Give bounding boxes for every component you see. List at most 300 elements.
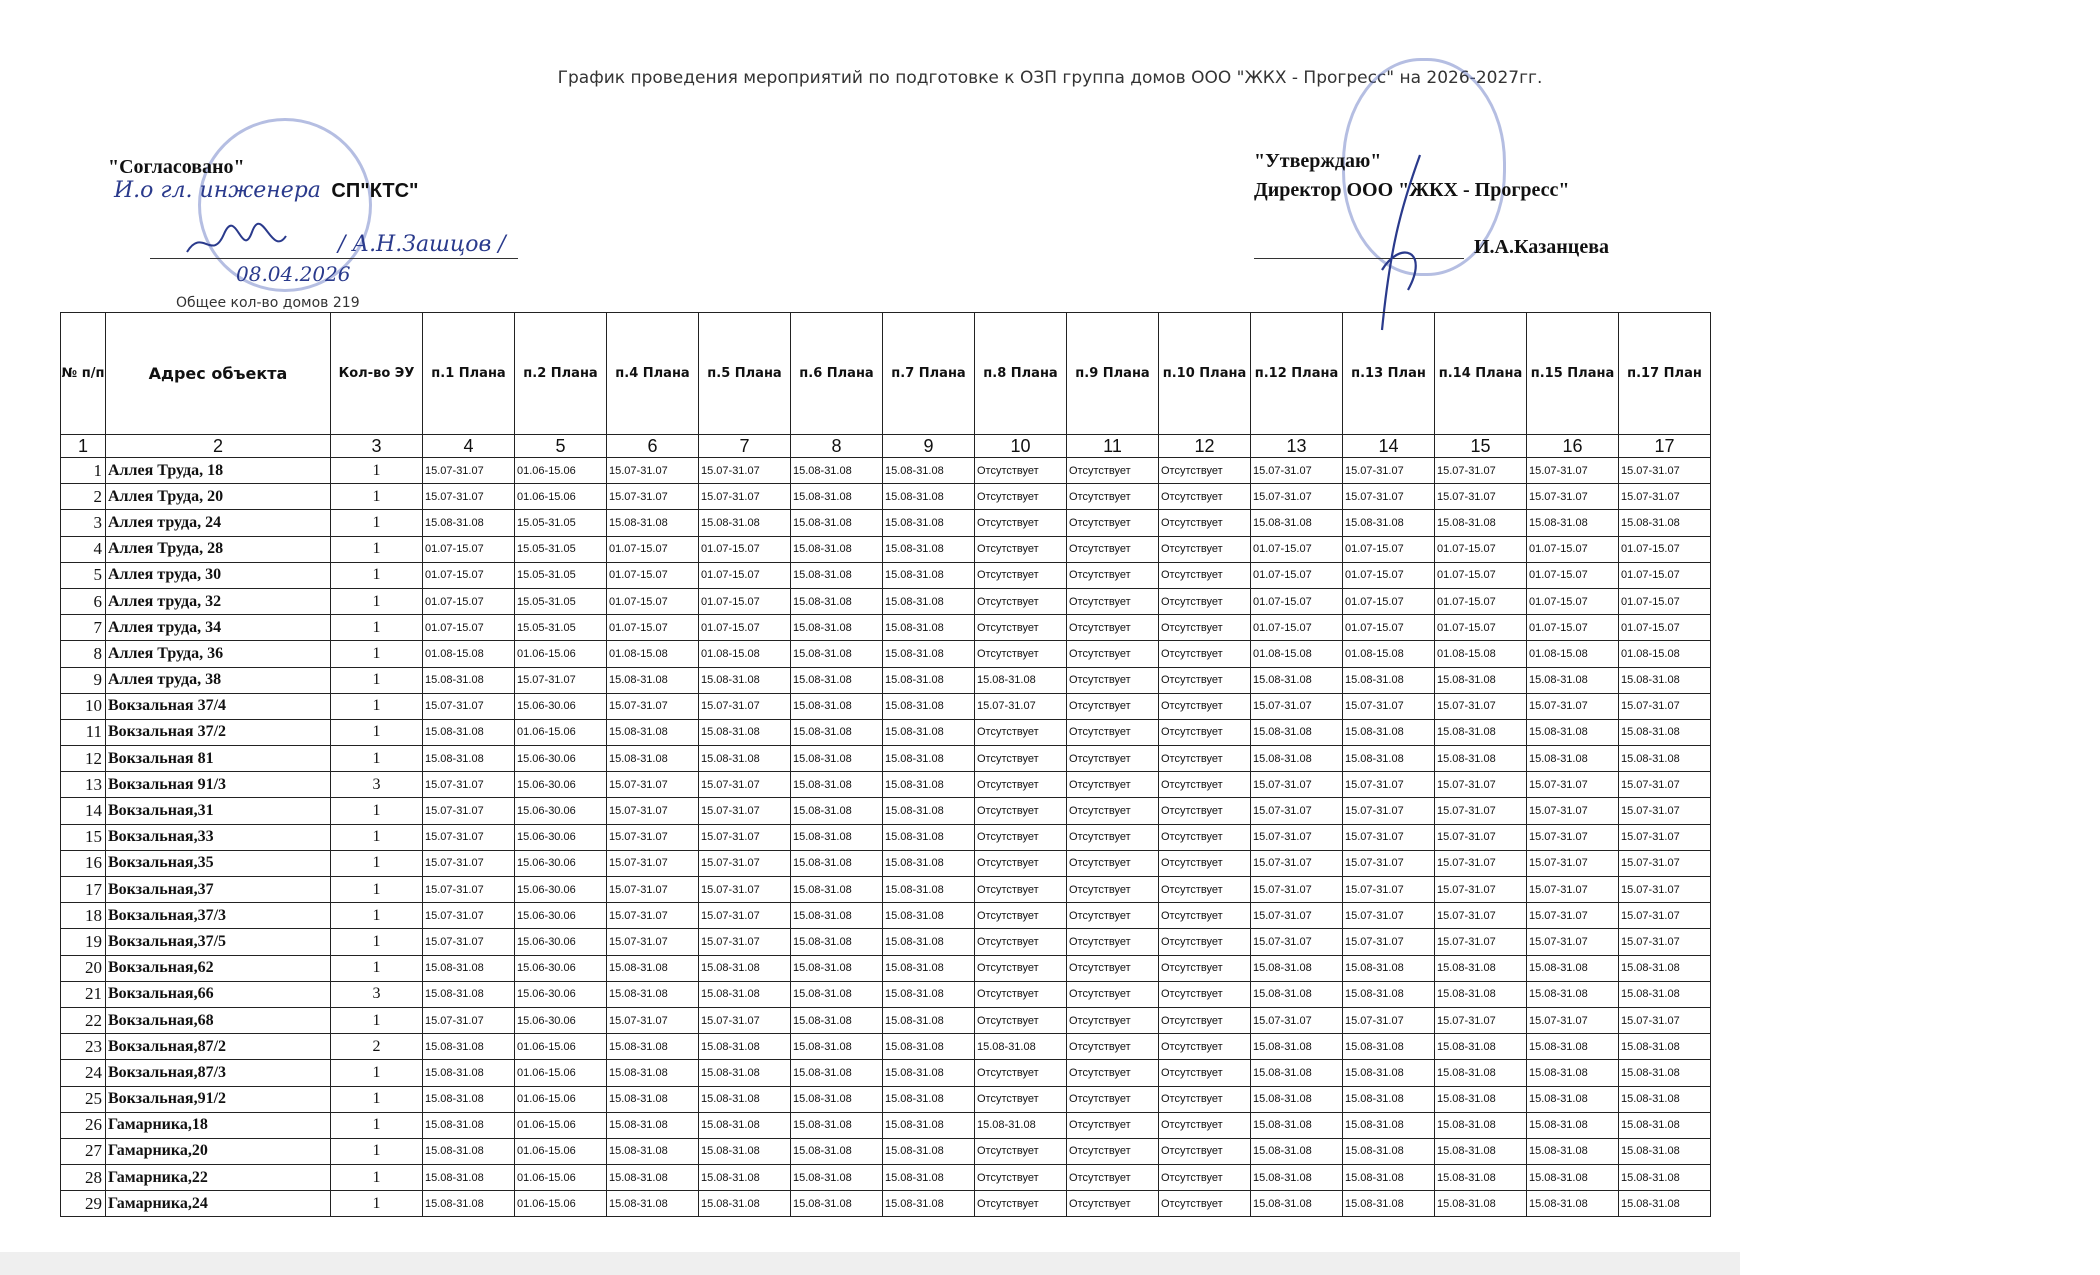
date-range-cell: 01.07-15.07 — [423, 562, 515, 588]
date-range-cell: 01.07-15.07 — [1251, 615, 1343, 641]
date-range-cell: 01.07-15.07 — [1527, 615, 1619, 641]
date-range-cell: 15.07-31.07 — [1619, 484, 1711, 510]
address-cell: Аллея труда, 24 — [106, 510, 331, 536]
column-number: 6 — [607, 435, 699, 458]
date-range-cell: 15.08-31.08 — [791, 719, 883, 745]
address-cell: Вокзальная,37/5 — [106, 929, 331, 955]
date-range-cell: 01.07-15.07 — [1343, 615, 1435, 641]
unit-count-cell: 2 — [331, 1034, 423, 1060]
date-range-cell: Отсутствует — [975, 929, 1067, 955]
date-range-cell: 15.08-31.08 — [791, 458, 883, 484]
date-range-cell: 01.07-15.07 — [607, 562, 699, 588]
date-range-cell: Отсутствует — [1159, 641, 1251, 667]
date-range-cell: Отсутствует — [975, 798, 1067, 824]
date-range-cell: 15.07-31.07 — [1435, 693, 1527, 719]
date-range-cell: Отсутствует — [1159, 458, 1251, 484]
date-range-cell: Отсутствует — [975, 458, 1067, 484]
address-cell: Вокзальная,68 — [106, 1007, 331, 1033]
date-range-cell: Отсутствует — [1159, 955, 1251, 981]
date-range-cell: Отсутствует — [1159, 615, 1251, 641]
table-row — [61, 693, 1711, 719]
date-range-cell: Отсутствует — [1159, 719, 1251, 745]
date-range-cell: 15.07-31.07 — [423, 484, 515, 510]
date-range-cell: 15.08-31.08 — [883, 458, 975, 484]
date-range-cell: Отсутствует — [1067, 929, 1159, 955]
date-range-cell: 15.07-31.07 — [1619, 929, 1711, 955]
address-cell: Аллея труда, 34 — [106, 615, 331, 641]
date-range-cell: 15.08-31.08 — [883, 850, 975, 876]
column-number: 14 — [1343, 435, 1435, 458]
date-range-cell: 01.06-15.06 — [515, 641, 607, 667]
date-range-cell: 15.07-31.07 — [1343, 1007, 1435, 1033]
unit-count-cell: 1 — [331, 484, 423, 510]
date-range-cell: 15.07-31.07 — [423, 772, 515, 798]
date-range-cell: 15.07-31.07 — [1527, 1007, 1619, 1033]
date-range-cell: 15.05-31.05 — [515, 510, 607, 536]
date-range-cell: 15.08-31.08 — [1251, 1060, 1343, 1086]
date-range-cell: 15.08-31.08 — [607, 981, 699, 1007]
unit-count-cell: 3 — [331, 772, 423, 798]
date-range-cell: 15.08-31.08 — [699, 1086, 791, 1112]
address-cell: Аллея труда, 30 — [106, 562, 331, 588]
date-range-cell: Отсутствует — [1067, 1165, 1159, 1191]
row-number: 9 — [61, 667, 106, 693]
date-range-cell: 15.08-31.08 — [1527, 1034, 1619, 1060]
date-range-cell: 15.07-31.07 — [1343, 850, 1435, 876]
date-range-cell: Отсутствует — [1067, 719, 1159, 745]
column-number: 9 — [883, 435, 975, 458]
date-range-cell: 15.07-31.07 — [1435, 458, 1527, 484]
unit-count-cell: 1 — [331, 955, 423, 981]
date-range-cell: Отсутствует — [975, 850, 1067, 876]
date-range-cell: 15.08-31.08 — [883, 798, 975, 824]
date-range-cell: 15.08-31.08 — [883, 484, 975, 510]
date-range-cell: 15.08-31.08 — [975, 667, 1067, 693]
date-range-cell: 15.08-31.08 — [791, 615, 883, 641]
date-range-cell: 15.08-31.08 — [883, 1191, 975, 1217]
date-range-cell: 15.08-31.08 — [1527, 1138, 1619, 1164]
date-range-cell: 15.08-31.08 — [883, 536, 975, 562]
column-number: 7 — [699, 435, 791, 458]
address-cell: Вокзальная 37/4 — [106, 693, 331, 719]
approval-left-org: СП"КТС" — [331, 180, 419, 202]
date-range-cell: 01.07-15.07 — [423, 536, 515, 562]
date-range-cell: 15.08-31.08 — [1435, 1086, 1527, 1112]
date-range-cell: 15.08-31.08 — [423, 510, 515, 536]
unit-count-cell: 1 — [331, 824, 423, 850]
date-range-cell: Отсутствует — [1067, 1138, 1159, 1164]
date-range-cell: 15.08-31.08 — [607, 719, 699, 745]
date-range-cell: 15.07-31.07 — [607, 1007, 699, 1033]
date-range-cell: 15.08-31.08 — [699, 1112, 791, 1138]
date-range-cell: 01.07-15.07 — [1343, 536, 1435, 562]
date-range-cell: 15.07-31.07 — [1619, 458, 1711, 484]
date-range-cell: 15.08-31.08 — [791, 772, 883, 798]
date-range-cell: 15.08-31.08 — [883, 877, 975, 903]
date-range-cell: 15.07-31.07 — [699, 1007, 791, 1033]
date-range-cell: 15.08-31.08 — [883, 1112, 975, 1138]
column-header: п.15 Плана — [1527, 313, 1619, 435]
date-range-cell: 15.07-31.07 — [423, 1007, 515, 1033]
row-number: 10 — [61, 693, 106, 719]
date-range-cell: 15.07-31.07 — [607, 903, 699, 929]
date-range-cell: Отсутствует — [1159, 667, 1251, 693]
date-range-cell: Отсутствует — [975, 536, 1067, 562]
date-range-cell: Отсутствует — [1159, 746, 1251, 772]
address-cell: Аллея Труда, 20 — [106, 484, 331, 510]
row-number: 1 — [61, 458, 106, 484]
table-row — [61, 588, 1711, 614]
table-row — [61, 1165, 1711, 1191]
date-range-cell: 15.08-31.08 — [1619, 1086, 1711, 1112]
date-range-cell: 01.07-15.07 — [1527, 536, 1619, 562]
date-range-cell: 15.06-30.06 — [515, 1007, 607, 1033]
date-range-cell: 15.08-31.08 — [607, 1034, 699, 1060]
date-range-cell: 15.07-31.07 — [1435, 1007, 1527, 1033]
date-range-cell: 15.08-31.08 — [791, 798, 883, 824]
date-range-cell: 15.07-31.07 — [1343, 929, 1435, 955]
unit-count-cell: 1 — [331, 850, 423, 876]
row-number: 6 — [61, 588, 106, 614]
row-number: 8 — [61, 641, 106, 667]
column-number: 5 — [515, 435, 607, 458]
date-range-cell: 15.08-31.08 — [883, 1165, 975, 1191]
date-range-cell: 01.07-15.07 — [1527, 588, 1619, 614]
date-range-cell: 15.08-31.08 — [791, 877, 883, 903]
date-range-cell: 15.07-31.07 — [1435, 877, 1527, 903]
date-range-cell: 15.08-31.08 — [607, 1191, 699, 1217]
date-range-cell: 15.08-31.08 — [1619, 719, 1711, 745]
unit-count-cell: 1 — [331, 1112, 423, 1138]
row-number: 24 — [61, 1060, 106, 1086]
schedule-table — [60, 312, 1711, 1217]
date-range-cell: Отсутствует — [1067, 850, 1159, 876]
date-range-cell: 15.08-31.08 — [607, 1165, 699, 1191]
date-range-cell: 15.06-30.06 — [515, 981, 607, 1007]
date-range-cell: 15.05-31.05 — [515, 615, 607, 641]
date-range-cell: 15.07-31.07 — [975, 693, 1067, 719]
approval-left-heading: "Согласовано" — [108, 156, 245, 178]
handwritten-name: / А.Н.Зашцов / — [338, 232, 506, 257]
date-range-cell: 15.08-31.08 — [607, 667, 699, 693]
date-range-cell: 01.07-15.07 — [607, 615, 699, 641]
date-range-cell: 01.07-15.07 — [699, 536, 791, 562]
date-range-cell: 15.06-30.06 — [515, 772, 607, 798]
date-range-cell: 01.08-15.08 — [1527, 641, 1619, 667]
date-range-cell: 15.08-31.08 — [791, 667, 883, 693]
date-range-cell: 15.08-31.08 — [699, 510, 791, 536]
date-range-cell: 15.07-31.07 — [1527, 824, 1619, 850]
date-range-cell: Отсутствует — [1159, 562, 1251, 588]
address-cell: Аллея труда, 38 — [106, 667, 331, 693]
date-range-cell: 15.08-31.08 — [791, 1086, 883, 1112]
table-row — [61, 877, 1711, 903]
date-range-cell: Отсутствует — [975, 562, 1067, 588]
date-range-cell: 15.07-31.07 — [607, 824, 699, 850]
column-header: п.1 Плана — [423, 313, 515, 435]
date-range-cell: 15.07-31.07 — [423, 877, 515, 903]
date-range-cell: 15.07-31.07 — [699, 798, 791, 824]
address-cell: Вокзальная,62 — [106, 955, 331, 981]
row-number: 5 — [61, 562, 106, 588]
column-header: п.9 Плана — [1067, 313, 1159, 435]
table-row — [61, 1034, 1711, 1060]
date-range-cell: 15.07-31.07 — [699, 850, 791, 876]
address-cell: Вокзальная,35 — [106, 850, 331, 876]
date-range-cell: 01.06-15.06 — [515, 719, 607, 745]
date-range-cell: Отсутствует — [1067, 1060, 1159, 1086]
date-range-cell: 15.08-31.08 — [1343, 1138, 1435, 1164]
date-range-cell: 15.07-31.07 — [1619, 877, 1711, 903]
date-range-cell: 15.07-31.07 — [1251, 850, 1343, 876]
date-range-cell: 15.08-31.08 — [423, 981, 515, 1007]
date-range-cell: 15.08-31.08 — [423, 1060, 515, 1086]
date-range-cell: 01.07-15.07 — [1343, 588, 1435, 614]
row-number: 7 — [61, 615, 106, 641]
address-cell: Вокзальная,33 — [106, 824, 331, 850]
address-cell: Вокзальная,87/2 — [106, 1034, 331, 1060]
date-range-cell: 15.07-31.07 — [607, 484, 699, 510]
column-number: 10 — [975, 435, 1067, 458]
date-range-cell: 15.07-31.07 — [1527, 484, 1619, 510]
date-range-cell: 15.08-31.08 — [699, 1034, 791, 1060]
date-range-cell: 15.08-31.08 — [1251, 1086, 1343, 1112]
date-range-cell: 15.08-31.08 — [1435, 1034, 1527, 1060]
date-range-cell: 15.08-31.08 — [1251, 955, 1343, 981]
date-range-cell: Отсутствует — [1159, 824, 1251, 850]
address-cell: Вокзальная 81 — [106, 746, 331, 772]
table-row — [61, 824, 1711, 850]
date-range-cell: Отсутствует — [1067, 588, 1159, 614]
date-range-cell: Отсутствует — [1067, 484, 1159, 510]
table-row — [61, 1112, 1711, 1138]
column-header: п.8 Плана — [975, 313, 1067, 435]
date-range-cell: 15.07-31.07 — [1343, 798, 1435, 824]
date-range-cell: Отсутствует — [975, 1086, 1067, 1112]
date-range-cell: 15.08-31.08 — [1435, 955, 1527, 981]
date-range-cell: 15.08-31.08 — [1619, 1034, 1711, 1060]
unit-count-cell: 1 — [331, 562, 423, 588]
date-range-cell: 15.08-31.08 — [699, 1165, 791, 1191]
date-range-cell: 01.07-15.07 — [607, 536, 699, 562]
date-range-cell: 15.07-31.07 — [1251, 824, 1343, 850]
date-range-cell: 15.06-30.06 — [515, 955, 607, 981]
unit-count-cell: 1 — [331, 641, 423, 667]
date-range-cell: 15.07-31.07 — [1527, 850, 1619, 876]
date-range-cell: 15.08-31.08 — [883, 903, 975, 929]
date-range-cell: 15.06-30.06 — [515, 903, 607, 929]
date-range-cell: 15.08-31.08 — [1251, 981, 1343, 1007]
header-row — [61, 313, 1711, 435]
date-range-cell: Отсутствует — [1159, 484, 1251, 510]
address-cell: Вокзальная,66 — [106, 981, 331, 1007]
date-range-cell: Отсутствует — [1067, 981, 1159, 1007]
date-range-cell: 15.08-31.08 — [423, 746, 515, 772]
date-range-cell: 15.08-31.08 — [791, 1165, 883, 1191]
date-range-cell: 15.08-31.08 — [1527, 1112, 1619, 1138]
table-row — [61, 719, 1711, 745]
date-range-cell: 01.08-15.08 — [699, 641, 791, 667]
date-range-cell: Отсутствует — [1067, 877, 1159, 903]
table-row — [61, 615, 1711, 641]
date-range-cell: Отсутствует — [1159, 1191, 1251, 1217]
date-range-cell: 01.07-15.07 — [1251, 588, 1343, 614]
table-row — [61, 798, 1711, 824]
date-range-cell: 15.08-31.08 — [1527, 981, 1619, 1007]
date-range-cell: 15.08-31.08 — [607, 1060, 699, 1086]
date-range-cell: 15.08-31.08 — [1527, 955, 1619, 981]
table-row — [61, 903, 1711, 929]
unit-count-cell: 1 — [331, 536, 423, 562]
date-range-cell: 15.07-31.07 — [1251, 458, 1343, 484]
date-range-cell: 15.07-31.07 — [699, 772, 791, 798]
date-range-cell: 15.08-31.08 — [791, 484, 883, 510]
date-range-cell: 01.08-15.08 — [607, 641, 699, 667]
date-range-cell: 15.08-31.08 — [423, 1086, 515, 1112]
date-range-cell: 01.08-15.08 — [1435, 641, 1527, 667]
column-number: 3 — [331, 435, 423, 458]
date-range-cell: 15.08-31.08 — [791, 850, 883, 876]
date-range-cell: 01.06-15.06 — [515, 1191, 607, 1217]
date-range-cell: 15.07-31.07 — [423, 824, 515, 850]
date-range-cell: 15.08-31.08 — [883, 510, 975, 536]
date-range-cell: Отсутствует — [1159, 1086, 1251, 1112]
unit-count-cell: 1 — [331, 877, 423, 903]
column-number: 13 — [1251, 435, 1343, 458]
date-range-cell: 15.08-31.08 — [1251, 1112, 1343, 1138]
date-range-cell: 15.08-31.08 — [1527, 510, 1619, 536]
unit-count-cell: 1 — [331, 719, 423, 745]
date-range-cell: 15.08-31.08 — [1343, 510, 1435, 536]
address-cell: Аллея труда, 32 — [106, 588, 331, 614]
date-range-cell: 15.07-31.07 — [423, 929, 515, 955]
date-range-cell: 15.07-31.07 — [1435, 824, 1527, 850]
row-number: 4 — [61, 536, 106, 562]
date-range-cell: 15.08-31.08 — [791, 1138, 883, 1164]
unit-count-cell: 1 — [331, 693, 423, 719]
approval-left — [108, 156, 245, 179]
table-row — [61, 562, 1711, 588]
date-range-cell: 15.08-31.08 — [1435, 510, 1527, 536]
address-cell: Гамарника,20 — [106, 1138, 331, 1164]
date-range-cell: 15.08-31.08 — [883, 981, 975, 1007]
date-range-cell: Отсутствует — [975, 824, 1067, 850]
date-range-cell: 15.08-31.08 — [883, 615, 975, 641]
approval-right-role: Директор ООО "ЖКХ - Прогресс" — [1254, 179, 1570, 201]
date-range-cell: 15.05-31.05 — [515, 562, 607, 588]
column-header: п.7 Плана — [883, 313, 975, 435]
date-range-cell: 15.08-31.08 — [1251, 1138, 1343, 1164]
date-range-cell: 15.08-31.08 — [699, 981, 791, 1007]
date-range-cell: 01.06-15.06 — [515, 1165, 607, 1191]
column-number-row — [61, 435, 1711, 458]
date-range-cell: 15.07-31.07 — [1619, 693, 1711, 719]
column-number: 8 — [791, 435, 883, 458]
unit-count-cell: 1 — [331, 903, 423, 929]
date-range-cell: 15.08-31.08 — [1251, 746, 1343, 772]
date-range-cell: Отсутствует — [975, 1138, 1067, 1164]
date-range-cell: 15.08-31.08 — [1527, 719, 1619, 745]
table-body — [61, 458, 1711, 1217]
date-range-cell: 01.07-15.07 — [1527, 562, 1619, 588]
unit-count-cell: 1 — [331, 1060, 423, 1086]
date-range-cell: 15.07-31.07 — [515, 667, 607, 693]
row-number: 18 — [61, 903, 106, 929]
date-range-cell: Отсутствует — [1067, 1112, 1159, 1138]
date-range-cell: 01.07-15.07 — [1619, 536, 1711, 562]
date-range-cell: Отсутствует — [1159, 981, 1251, 1007]
address-cell: Вокзальная,37/3 — [106, 903, 331, 929]
date-range-cell: 15.08-31.08 — [1435, 1191, 1527, 1217]
date-range-cell: 15.08-31.08 — [791, 903, 883, 929]
date-range-cell: 15.07-31.07 — [1343, 484, 1435, 510]
date-range-cell: 15.08-31.08 — [1343, 1191, 1435, 1217]
date-range-cell: 15.08-31.08 — [1619, 1165, 1711, 1191]
column-header: п.5 Плана — [699, 313, 791, 435]
date-range-cell: 15.08-31.08 — [1619, 981, 1711, 1007]
date-range-cell: 15.08-31.08 — [791, 1060, 883, 1086]
table-row — [61, 667, 1711, 693]
date-range-cell: 15.08-31.08 — [1251, 510, 1343, 536]
date-range-cell: Отсутствует — [975, 1007, 1067, 1033]
date-range-cell: 15.07-31.07 — [699, 929, 791, 955]
date-range-cell: 15.07-31.07 — [607, 798, 699, 824]
date-range-cell: Отсутствует — [1067, 458, 1159, 484]
date-range-cell: 15.08-31.08 — [423, 955, 515, 981]
address-cell: Вокзальная,91/2 — [106, 1086, 331, 1112]
address-cell: Аллея Труда, 18 — [106, 458, 331, 484]
unit-count-cell: 1 — [331, 615, 423, 641]
date-range-cell: 15.08-31.08 — [791, 955, 883, 981]
date-range-cell: 15.07-31.07 — [1619, 903, 1711, 929]
date-range-cell: 15.08-31.08 — [975, 1112, 1067, 1138]
date-range-cell: 15.07-31.07 — [1527, 693, 1619, 719]
date-range-cell: 15.07-31.07 — [699, 484, 791, 510]
date-range-cell: 15.08-31.08 — [883, 955, 975, 981]
date-range-cell: 15.08-31.08 — [1619, 955, 1711, 981]
date-range-cell: Отсутствует — [1159, 929, 1251, 955]
date-range-cell: 15.06-30.06 — [515, 877, 607, 903]
date-range-cell: 15.08-31.08 — [791, 1112, 883, 1138]
unit-count-cell: 1 — [331, 1007, 423, 1033]
row-number: 13 — [61, 772, 106, 798]
date-range-cell: 01.07-15.07 — [1343, 562, 1435, 588]
address-cell: Гамарника,18 — [106, 1112, 331, 1138]
date-range-cell: 15.08-31.08 — [607, 1112, 699, 1138]
date-range-cell: 15.08-31.08 — [883, 772, 975, 798]
date-range-cell: 15.08-31.08 — [1527, 1165, 1619, 1191]
date-range-cell: Отсутствует — [1067, 1191, 1159, 1217]
date-range-cell: 15.08-31.08 — [1435, 746, 1527, 772]
date-range-cell: 01.08-15.08 — [423, 641, 515, 667]
date-range-cell: 15.08-31.08 — [1435, 981, 1527, 1007]
date-range-cell: Отсутствует — [1159, 798, 1251, 824]
unit-count-cell: 1 — [331, 746, 423, 772]
table-row — [61, 458, 1711, 484]
unit-count-cell: 1 — [331, 1165, 423, 1191]
date-range-cell: 15.07-31.07 — [1251, 903, 1343, 929]
date-range-cell: 15.08-31.08 — [607, 1086, 699, 1112]
address-cell: Гамарника,24 — [106, 1191, 331, 1217]
date-range-cell: 15.08-31.08 — [423, 1034, 515, 1060]
date-range-cell: 01.08-15.08 — [1619, 641, 1711, 667]
date-range-cell: 15.08-31.08 — [423, 1138, 515, 1164]
date-range-cell: Отсутствует — [1067, 1007, 1159, 1033]
date-range-cell: Отсутствует — [975, 1191, 1067, 1217]
address-cell: Вокзальная 91/3 — [106, 772, 331, 798]
date-range-cell: 15.08-31.08 — [791, 562, 883, 588]
column-number: 15 — [1435, 435, 1527, 458]
